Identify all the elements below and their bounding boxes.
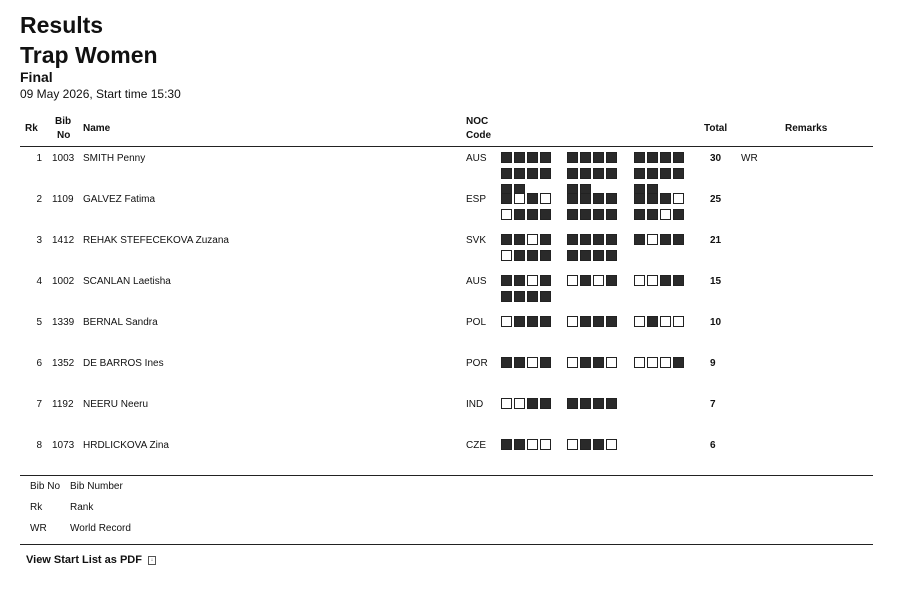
noc-code: POR <box>466 358 488 369</box>
shot-miss-box <box>647 275 658 286</box>
shot-series-2 <box>567 152 619 166</box>
shot-hit-box <box>634 168 645 179</box>
shot-hit-box <box>593 439 604 450</box>
shot-hit-box <box>647 209 658 220</box>
shot-hit-box <box>527 209 538 220</box>
rank-cell: 1 <box>36 153 42 164</box>
shot-hit-box <box>501 193 512 204</box>
shot-hit-box <box>567 193 578 204</box>
shot-miss-box <box>527 439 538 450</box>
noc-code: AUS <box>466 276 487 287</box>
shot-hit-box <box>527 152 538 163</box>
shot-miss-box <box>567 357 578 368</box>
noc-code: AUS <box>466 153 487 164</box>
pdf-link-label: View Start List as PDF <box>26 554 142 566</box>
shot-series-3 <box>634 234 686 248</box>
noc-code: POL <box>466 317 487 328</box>
legend-abbr: Bib No <box>30 481 61 492</box>
shot-series-1 <box>501 209 553 223</box>
shot-hit-box <box>514 439 525 450</box>
shot-hit-box <box>606 398 617 409</box>
shot-miss-box <box>514 193 525 204</box>
shot-hit-box <box>593 316 604 327</box>
header-remarks: Remarks <box>785 123 828 134</box>
total-score: 10 <box>710 317 722 328</box>
legend-item <box>20 523 320 539</box>
shot-hit-box <box>673 275 684 286</box>
shot-hit-box <box>580 193 591 204</box>
shot-hit-box <box>501 291 512 302</box>
shot-hit-box <box>567 209 578 220</box>
shot-hit-box <box>593 357 604 368</box>
shot-series-2 <box>567 275 619 289</box>
shot-hit-box <box>514 234 525 245</box>
legend-definition: Bib Number <box>70 481 123 492</box>
athlete-name: GALVEZ Fatima <box>83 194 156 205</box>
shot-hit-box <box>527 291 538 302</box>
shot-hit-box <box>514 250 525 261</box>
total-score: 25 <box>710 194 722 205</box>
header-total: Total <box>704 123 728 134</box>
shot-hit-box <box>527 168 538 179</box>
legend-abbr: WR <box>30 523 47 534</box>
shot-hit-box <box>514 168 525 179</box>
shot-hit-box <box>634 209 645 220</box>
bib-cell: 1109 <box>52 194 74 205</box>
shot-hit-box <box>580 357 591 368</box>
noc-code: CZE <box>466 440 486 451</box>
shot-hit-box <box>660 234 671 245</box>
shot-hit-box <box>673 209 684 220</box>
view-start-list-pdf-link[interactable] <box>26 554 156 566</box>
shot-series-1 <box>501 250 553 264</box>
shot-hit-box <box>673 234 684 245</box>
shot-miss-box <box>567 439 578 450</box>
rank-cell: 6 <box>36 358 42 369</box>
shot-miss-box <box>514 398 525 409</box>
shot-hit-box <box>593 193 604 204</box>
legend-definition: World Record <box>70 523 131 534</box>
shot-series-1 <box>501 316 553 330</box>
shot-miss-box <box>540 439 551 450</box>
shot-hit-box <box>580 209 591 220</box>
shot-hit-box <box>606 234 617 245</box>
legend-bottom-divider <box>20 544 873 545</box>
shot-series-2 <box>567 357 619 371</box>
shot-series-2 <box>567 168 619 182</box>
shot-hit-box <box>527 250 538 261</box>
bib-cell: 1352 <box>52 358 75 369</box>
shot-hit-box <box>580 234 591 245</box>
shot-hit-box <box>593 234 604 245</box>
bib-cell: 1073 <box>52 440 75 451</box>
total-score: 7 <box>710 399 716 410</box>
shot-miss-box <box>673 316 684 327</box>
shot-hit-box <box>606 152 617 163</box>
shot-hit-box <box>567 168 578 179</box>
shot-hit-box <box>673 168 684 179</box>
header-rank: Rk <box>25 123 38 134</box>
shot-hit-box <box>540 209 551 220</box>
rank-cell: 5 <box>36 317 42 328</box>
shot-hit-box <box>514 291 525 302</box>
shot-series-3 <box>634 275 686 289</box>
shot-hit-box <box>501 152 512 163</box>
shot-hit-box <box>501 168 512 179</box>
shot-hit-box <box>501 357 512 368</box>
shot-hit-box <box>593 209 604 220</box>
shot-series-3 <box>634 168 686 182</box>
shot-series-1 <box>501 193 553 207</box>
table-row <box>20 229 873 270</box>
header-noc-line2: Code <box>466 130 491 141</box>
shot-hit-box <box>580 275 591 286</box>
shot-series-3 <box>634 152 686 166</box>
shot-hit-box <box>606 275 617 286</box>
remarks-cell: WR <box>741 153 758 164</box>
shot-miss-box <box>660 316 671 327</box>
shot-hit-box <box>501 275 512 286</box>
shot-miss-box <box>606 357 617 368</box>
legend-definition: Rank <box>70 502 94 513</box>
noc-code: IND <box>466 399 484 410</box>
shot-series-1 <box>501 439 553 453</box>
shot-hit-box <box>593 152 604 163</box>
shot-miss-box <box>634 275 645 286</box>
shot-hit-box <box>606 193 617 204</box>
table-row <box>20 270 873 311</box>
shot-hit-box <box>647 316 658 327</box>
shot-hit-box <box>514 152 525 163</box>
bib-cell: 1002 <box>52 276 75 287</box>
shot-hit-box <box>647 193 658 204</box>
shot-series-1 <box>501 234 553 248</box>
bib-cell: 1412 <box>52 235 75 246</box>
bib-cell: 1339 <box>52 317 75 328</box>
event-title: Trap Women <box>20 42 158 68</box>
shot-hit-box <box>580 439 591 450</box>
shot-hit-box <box>673 357 684 368</box>
shot-hit-box <box>634 193 645 204</box>
rank-cell: 4 <box>36 276 42 287</box>
rank-cell: 3 <box>36 235 42 246</box>
total-score: 9 <box>710 358 716 369</box>
table-row <box>20 434 873 475</box>
rank-cell: 8 <box>36 440 42 451</box>
shot-hit-box <box>514 275 525 286</box>
shot-hit-box <box>606 250 617 261</box>
noc-code: ESP <box>466 194 487 205</box>
shot-hit-box <box>567 398 578 409</box>
table-row <box>20 393 873 434</box>
athlete-name: BERNAL Sandra <box>83 317 158 328</box>
shot-hit-box <box>634 152 645 163</box>
shot-series-1 <box>501 275 553 289</box>
shot-hit-box <box>501 439 512 450</box>
shot-miss-box <box>527 357 538 368</box>
athlete-name: DE BARROS Ines <box>83 358 164 369</box>
shot-hit-box <box>660 193 671 204</box>
total-score: 30 <box>710 153 722 164</box>
page-title: Results <box>20 12 104 38</box>
shot-miss-box <box>660 209 671 220</box>
shot-hit-box <box>673 152 684 163</box>
shot-hit-box <box>660 275 671 286</box>
shot-hit-box <box>606 209 617 220</box>
shot-series-3 <box>634 193 686 207</box>
shot-hit-box <box>580 398 591 409</box>
shot-hit-box <box>527 398 538 409</box>
shot-hit-box <box>540 398 551 409</box>
table-row <box>20 352 873 393</box>
shot-hit-box <box>567 152 578 163</box>
athlete-name: SCANLAN Laetisha <box>83 276 171 287</box>
shot-hit-box <box>647 152 658 163</box>
shot-miss-box <box>567 316 578 327</box>
shot-miss-box <box>501 209 512 220</box>
shot-miss-box <box>501 250 512 261</box>
total-score: 15 <box>710 276 722 287</box>
legend-abbr: Rk <box>30 502 43 513</box>
shot-hit-box <box>580 316 591 327</box>
bib-cell: 1192 <box>52 399 74 410</box>
shot-miss-box <box>647 234 658 245</box>
shot-hit-box <box>540 152 551 163</box>
shot-series-2 <box>567 398 619 412</box>
athlete-name: SMITH Penny <box>83 153 146 164</box>
shot-series-1 <box>501 152 553 166</box>
shot-miss-box <box>634 357 645 368</box>
shot-miss-box <box>527 275 538 286</box>
shot-hit-box <box>514 316 525 327</box>
header-name: Name <box>83 123 111 134</box>
shot-hit-box <box>634 234 645 245</box>
shot-hit-box <box>660 168 671 179</box>
header-bib-line2: No <box>57 130 71 141</box>
shot-miss-box <box>501 398 512 409</box>
athlete-name: REHAK STEFECEKOVA Zuzana <box>83 235 229 246</box>
shot-hit-box <box>527 193 538 204</box>
table-row <box>20 311 873 352</box>
shot-miss-box <box>501 316 512 327</box>
shot-miss-box <box>647 357 658 368</box>
noc-code: SVK <box>466 235 487 246</box>
shot-series-2 <box>567 209 619 223</box>
shot-hit-box <box>540 357 551 368</box>
shot-miss-box <box>660 357 671 368</box>
table-row <box>20 147 873 188</box>
rank-cell: 7 <box>36 399 42 410</box>
shot-miss-box <box>567 275 578 286</box>
shot-hit-box <box>567 234 578 245</box>
shot-series-2 <box>567 439 619 453</box>
shot-hit-box <box>593 398 604 409</box>
table-bottom-divider <box>20 475 873 476</box>
shot-hit-box <box>660 152 671 163</box>
shot-hit-box <box>514 357 525 368</box>
shot-series-1 <box>501 291 553 305</box>
shot-series-2 <box>567 316 619 330</box>
total-score: 6 <box>710 440 716 451</box>
shot-hit-box <box>567 250 578 261</box>
shot-series-2 <box>567 193 619 207</box>
shot-hit-box <box>580 168 591 179</box>
shot-series-3 <box>634 316 686 330</box>
shot-hit-box <box>527 316 538 327</box>
shot-hit-box <box>606 168 617 179</box>
table-row <box>20 188 873 229</box>
total-score: 21 <box>710 235 722 246</box>
shot-series-1 <box>501 398 553 412</box>
shot-hit-box <box>647 168 658 179</box>
shot-hit-box <box>593 168 604 179</box>
shot-series-3 <box>634 357 686 371</box>
shot-miss-box <box>634 316 645 327</box>
shot-series-1 <box>501 168 553 182</box>
shot-miss-box <box>540 193 551 204</box>
phase-title: Final <box>20 69 53 85</box>
shot-hit-box <box>606 316 617 327</box>
shot-series-2 <box>567 234 619 248</box>
shot-hit-box <box>540 168 551 179</box>
shot-hit-box <box>540 250 551 261</box>
shot-hit-box <box>540 275 551 286</box>
shot-series-1 <box>501 357 553 371</box>
shot-miss-box <box>527 234 538 245</box>
header-bib-line1: Bib <box>55 116 72 127</box>
shot-hit-box <box>580 250 591 261</box>
shot-miss-box <box>593 275 604 286</box>
shot-miss-box <box>673 193 684 204</box>
shot-hit-box <box>501 234 512 245</box>
shot-hit-box <box>540 291 551 302</box>
shot-hit-box <box>580 152 591 163</box>
shot-hit-box <box>540 234 551 245</box>
legend-item <box>20 481 320 497</box>
shot-hit-box <box>540 316 551 327</box>
athlete-name: NEERU Neeru <box>83 399 149 410</box>
rank-cell: 2 <box>36 194 42 205</box>
results-table-header <box>20 114 873 146</box>
legend-item <box>20 502 320 518</box>
header-noc-line1: NOC <box>466 116 489 127</box>
pdf-icon: ↓ <box>148 556 156 565</box>
bib-cell: 1003 <box>52 153 75 164</box>
date-time: 09 May 2026, Start time 15:30 <box>20 87 181 101</box>
shot-hit-box <box>514 209 525 220</box>
shot-miss-box <box>606 439 617 450</box>
athlete-name: HRDLICKOVA Zina <box>83 440 169 451</box>
shot-series-3 <box>634 209 686 223</box>
shot-series-2 <box>567 250 619 264</box>
shot-hit-box <box>593 250 604 261</box>
